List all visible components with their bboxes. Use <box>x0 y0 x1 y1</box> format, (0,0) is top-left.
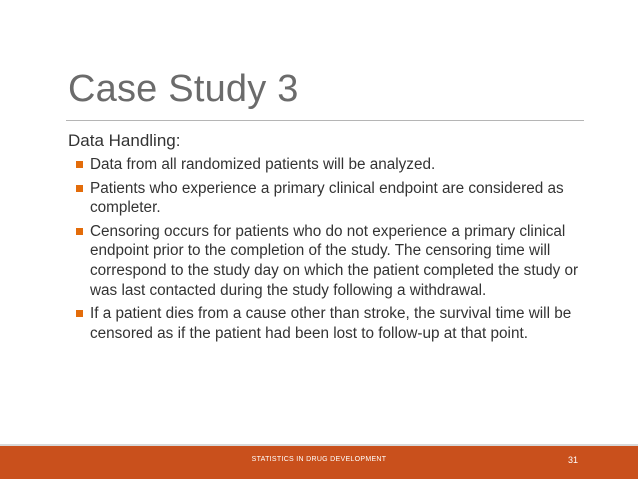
bullet-item <box>68 155 596 175</box>
bullet-text: Data from all randomized patients will be analyzed. <box>90 156 436 173</box>
square-bullet-icon <box>76 185 83 192</box>
slide-content <box>68 130 596 347</box>
bullet-item <box>68 222 596 300</box>
bullet-item <box>68 179 596 218</box>
footer-text: STATISTICS IN DRUG DEVELOPMENT <box>251 456 387 463</box>
square-bullet-icon <box>76 228 83 235</box>
bullet-text: If a patient dies from a cause other than stroke, the survival time will be censored as if the patient had been lost to follow-up at that point. <box>90 305 572 342</box>
square-bullet-icon <box>76 161 83 168</box>
bullet-list <box>68 155 596 343</box>
bullet-item <box>68 304 596 343</box>
page-number: 31 <box>568 455 579 465</box>
section-heading: Data Handling: <box>68 131 181 150</box>
bullet-text: Censoring occurs for patients who do not experience a primary clinical endpoint prior to the completion of the study. The censoring time will correspond to the study day on which the patient completed the study or was last contacted during the study following a withdrawal. <box>90 222 579 299</box>
title-divider <box>66 120 584 121</box>
slide-title: Case Study 3 <box>68 68 299 110</box>
square-bullet-icon <box>76 310 83 317</box>
bullet-text: Patients who experience a primary clinical endpoint are considered as completer. <box>90 179 564 217</box>
